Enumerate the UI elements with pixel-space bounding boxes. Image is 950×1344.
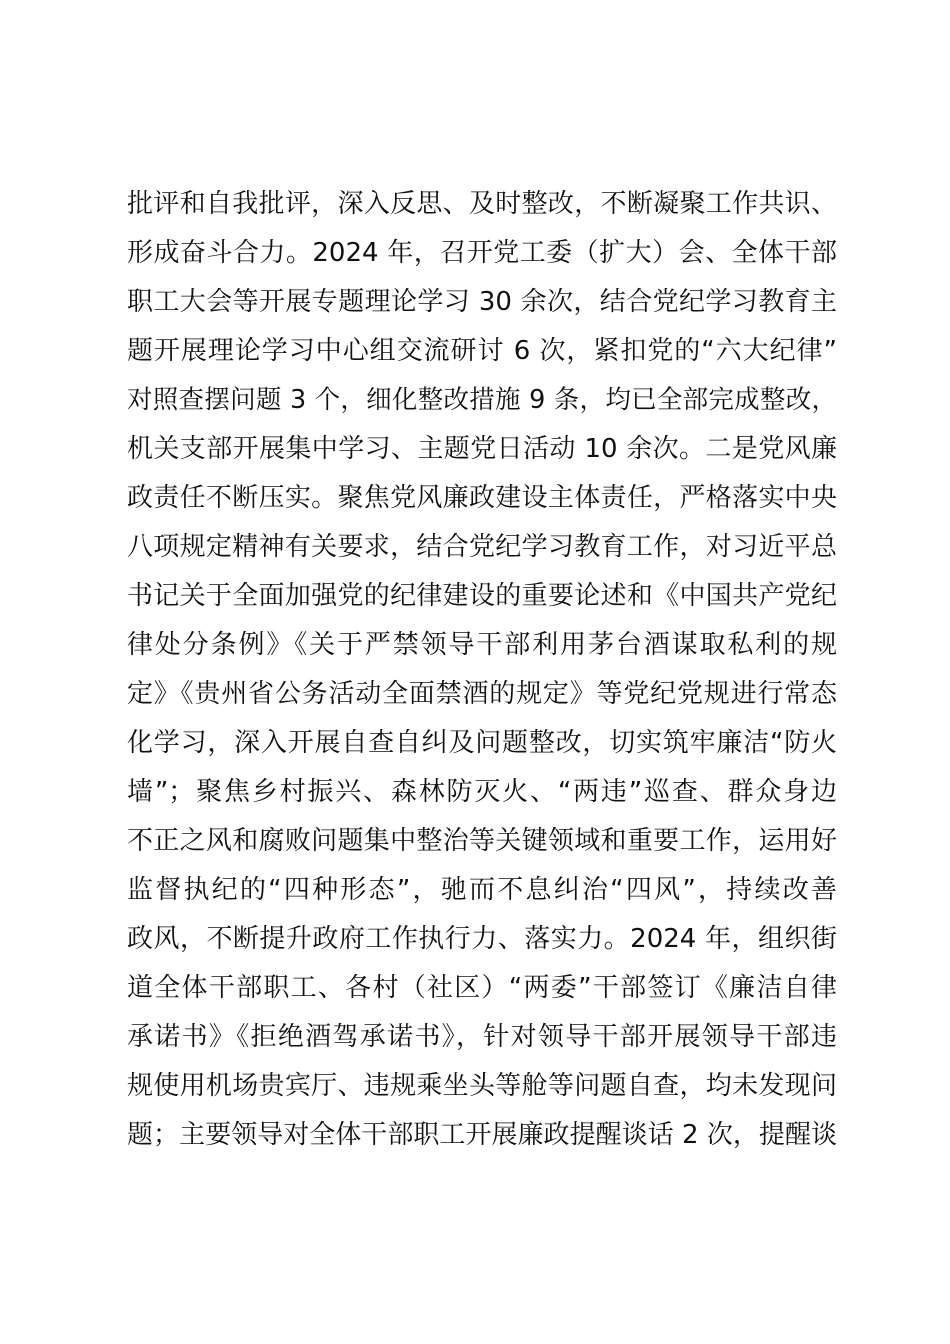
text-line: 题；主要领导对全体干部职工开展廉政提醒谈话 2 次，提醒谈	[127, 1120, 837, 1150]
body-paragraph	[127, 180, 837, 1160]
text-line: 道全体干部职工、各村（社区）“两委”干部签订《廉洁自律	[127, 973, 837, 1003]
text-line: 职工大会等开展专题理论学习 30 余次，结合党纪学习教育主	[127, 287, 837, 317]
text-line: 政风，不断提升政府工作执行力、落实力。2024 年，组织街	[127, 924, 837, 954]
text-line: 机关支部开展集中学习、主题党日活动 10 余次。二是党风廉	[127, 434, 837, 464]
text-line: 形成奋斗合力。2024 年，召开党工委（扩大）会、全体干部	[127, 238, 837, 268]
text-line: 定》《贵州省公务活动全面禁酒的规定》等党纪党规进行常态	[127, 679, 837, 709]
text-line: 八项规定精神有关要求，结合党纪学习教育工作，对习近平总	[127, 532, 837, 562]
text-line: 化学习，深入开展自查自纠及问题整改，切实筑牢廉洁“防火	[127, 728, 837, 758]
text-line: 政责任不断压实。聚焦党风廉政建设主体责任，严格落实中央	[127, 483, 837, 513]
text-line: 批评和自我批评，深入反思、及时整改，不断凝聚工作共识、	[127, 189, 837, 219]
text-line: 墙”；聚焦乡村振兴、森林防灭火、“两违”巡查、群众身边	[127, 777, 837, 807]
text-line: 监督执纪的“四种形态”，驰而不息纠治“四风”，持续改善	[127, 875, 837, 905]
text-line: 规使用机场贵宾厅、违规乘坐头等舱等问题自查，均未发现问	[127, 1071, 837, 1101]
text-line: 对照查摆问题 3 个，细化整改措施 9 条，均已全部完成整改，	[127, 385, 837, 415]
text-line: 承诺书》《拒绝酒驾承诺书》，针对领导干部开展领导干部违	[127, 1022, 837, 1052]
text-line: 书记关于全面加强党的纪律建设的重要论述和《中国共产党纪	[127, 581, 837, 611]
text-line: 律处分条例》《关于严禁领导干部利用茅台酒谋取私利的规	[127, 630, 837, 660]
text-line: 题开展理论学习中心组交流研讨 6 次，紧扣党的“六大纪律”	[127, 336, 837, 366]
text-line: 不正之风和腐败问题集中整治等关键领域和重要工作，运用好	[127, 826, 837, 856]
